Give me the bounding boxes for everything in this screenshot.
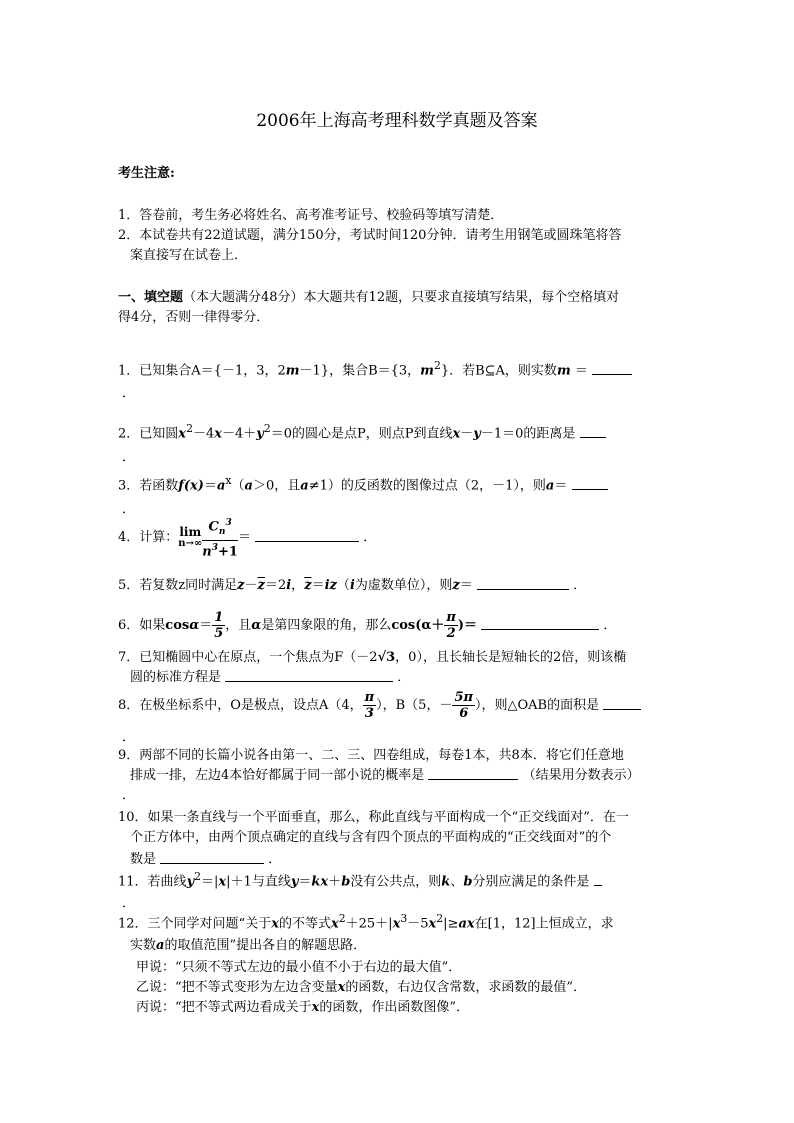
q6-text-5: )＝ [457, 618, 478, 633]
q9-text-3: （结果用分数表示） [522, 768, 640, 783]
q8-fraction-1: $\frac{\pi}{3}$ [364, 690, 375, 721]
q7-answer-blank[interactable] [225, 669, 393, 682]
q3-text-4: ＞0，且 [252, 478, 301, 494]
q11-answer-blank[interactable] [594, 873, 602, 886]
q12-text-1: 三个同学对问题“关于 [147, 916, 272, 932]
q12-bing-1: 丙说：“把不等式两边看成关于 [136, 1000, 312, 1015]
q11-text-7: 、 [450, 874, 464, 890]
q2-period: ． [122, 450, 136, 465]
q5-text-7: 为虚数单位），则 [354, 578, 453, 593]
q12-text-2: 的不等式 [278, 916, 331, 932]
question-10-line-1 [118, 806, 629, 825]
q12-text-4: －5 [407, 916, 429, 932]
notice-line-2: 2．本试卷共有22道试题，满分150分，考试时间120分钟．请考生用钢笔或圆珠笔将答 [118, 228, 622, 243]
q2-text-2: －4 [192, 426, 215, 442]
page-title: 2006年上海高考理科数学真题及答案 [256, 111, 538, 131]
q11-var-y2: y [290, 874, 299, 890]
q5-number: 5． [118, 578, 140, 593]
q3-text-2: ＝ [203, 478, 217, 494]
q6-number: 6． [118, 618, 140, 633]
q5-text-3: ＝2 [264, 578, 287, 593]
q11-sup: 2 [194, 870, 202, 883]
q11-var-kx: kx [311, 874, 329, 890]
q8-fraction-2: $\frac{5\pi}{6}$ [454, 690, 474, 721]
q9-number: 9． [118, 748, 140, 763]
question-2: 2．已知圆$x^2-4x-4+y^2=0$的圆心是点P，则点P到直线x－y－1＝0的距离是 [118, 422, 606, 441]
q4-text-1: 计算： [139, 530, 179, 546]
q3-sup-x: x [225, 474, 232, 487]
question-1 [118, 359, 632, 378]
q4-answer-blank[interactable] [255, 529, 359, 542]
q6-text-3: ，且 [225, 618, 252, 633]
q10-period: ． [268, 852, 282, 867]
q6-cos2: cos(α＋ [391, 618, 445, 633]
question-12-line-1: 12．三个同学对问题“关于x的不等式$x^2+25+|x^3-5x^2|\ge ax$在[1，12]上恒成立，求 [118, 912, 614, 932]
q12-var-a: a [156, 938, 165, 953]
notice-line-3: 案直接写在试卷上． [130, 248, 248, 263]
q9-answer-blank[interactable] [428, 767, 518, 780]
q5-var-iz: iz [324, 578, 337, 593]
q8-text-1: 在极坐标系中，O是极点，设点A（4， [139, 698, 363, 713]
q2-text-1: 已知圆 [139, 426, 179, 442]
q2-number: 2． [118, 426, 140, 442]
question-12-line-2 [130, 934, 366, 953]
q5-var-i: i [286, 578, 292, 593]
q5-text-6: （ [336, 578, 350, 593]
q12-text-5: |≥ [443, 916, 459, 932]
q4-period: ． [363, 530, 377, 546]
q1-text-1: 已知集合A＝{－1，3，2 [139, 363, 286, 379]
q6-alpha: α [189, 618, 200, 633]
q6-period: ． [603, 618, 617, 633]
q8-period: ． [122, 730, 136, 745]
q11-period: ． [122, 896, 136, 911]
q8-answer-blank[interactable] [603, 697, 641, 710]
q10-text-3: 数是 [130, 852, 157, 867]
q3-var-a3: a [300, 478, 309, 494]
q10-text-1: 如果一条直线与一个平面垂直，那么，称此直线与平面构成一个“正交线面对”．在一 [147, 810, 629, 825]
q12-var-x3: x [392, 916, 401, 932]
q2-answer-blank[interactable] [580, 425, 606, 438]
q5-var-zbar2: $\overline{z}$ [304, 578, 312, 593]
q2-var-x2: x [214, 426, 222, 442]
q2-var-x3: x [452, 426, 461, 442]
q5-text-8: ＝ [459, 578, 473, 593]
q5-answer-blank[interactable] [477, 577, 569, 590]
q3-period: ． [122, 502, 136, 517]
q11-text-6: 没有公共点，则 [350, 874, 442, 890]
q6-text-4: 是第四象限的角，那么 [261, 618, 392, 633]
question-4 [118, 516, 376, 559]
q6-text-1: 如果 [139, 618, 166, 633]
q3-text-1: 若函数 [139, 478, 179, 494]
section-line-2: 得4分，否则一律得零分． [118, 310, 270, 325]
q7-period: ． [397, 670, 411, 685]
question-10-line-3 [130, 848, 281, 867]
q11-var-b2: b [463, 874, 473, 890]
q12-bing-2: 的函数，作出函数图像”． [319, 1000, 470, 1015]
q5-text-1: 若复数z同时满足 [139, 578, 238, 593]
q1-answer-blank[interactable] [592, 362, 632, 375]
q5-var-i2: i [349, 578, 355, 593]
q12-text-7: 实数 [130, 938, 157, 953]
q12-var-ax: ax [458, 916, 475, 932]
q12-yi-var-x: x [337, 980, 346, 995]
q12-var-x4: x [428, 916, 437, 932]
question-6 [118, 610, 616, 641]
q5-text-2: － [244, 578, 258, 593]
q6-answer-blank[interactable] [481, 617, 599, 630]
q11-text-5: ＋ [328, 874, 342, 890]
question-7-line-2 [130, 666, 410, 685]
q7-text-1: 已知椭圆中心在原点，一个焦点为F（－2 [139, 650, 378, 665]
question-9-line-2 [130, 764, 640, 783]
q9-period: ． [122, 788, 136, 803]
section-line-1 [118, 286, 619, 305]
question-12-yi [136, 976, 586, 995]
question-11 [118, 870, 602, 889]
q3-text-6: ＝ [554, 478, 568, 494]
q12-text-8: 的取值范围”提出各自的解题思路． [164, 938, 367, 953]
q1-number: 1． [118, 363, 140, 379]
q11-var-x: x [218, 874, 227, 890]
q4-number: 4． [118, 530, 140, 546]
q2-var-x: x [178, 426, 187, 442]
q2-text-3: －4＋ [222, 426, 257, 442]
q1-text-4: ＝ [570, 363, 592, 379]
q3-text-5: ≠1）的反函数的图像过点（2，－1），则 [308, 478, 546, 494]
q10-number: 10． [118, 810, 148, 825]
q8-number: 8． [118, 698, 140, 713]
q2-text-6: －1＝0的距离是 [480, 426, 576, 442]
section-text-1: （本大题满分48分）本大题共有12题，只要求直接填写结果，每个空格填对 [183, 290, 620, 305]
q3-number: 3． [118, 478, 140, 494]
q12-bing-var-x: x [311, 1000, 320, 1015]
q1-text-3: }．若B⊆A，则实数 [440, 363, 557, 379]
q3-text-3: （ [231, 478, 245, 494]
q12-text-3: ＋25＋| [345, 916, 393, 932]
q6-fraction: $\frac{1}{5}$ [214, 610, 224, 641]
q1-var-m3: m [556, 363, 571, 379]
q1-period: ． [122, 386, 136, 401]
section-heading: 一、填空题 [118, 290, 184, 305]
q12-number: 12． [118, 916, 148, 932]
q4-limit: lim n→∞ [178, 524, 203, 549]
q2-var-y2: y [473, 426, 481, 442]
q1-text-2: －1}，集合B＝{3， [299, 363, 421, 379]
q9-text-2: 排成一排，左边4本恰好都属于同一部小说的概率是 [130, 768, 425, 783]
q5-var-zbar: $\overline{z}$ [257, 578, 265, 593]
q8-text-2: ），B（5，－ [376, 698, 453, 713]
question-7-line-1 [118, 646, 626, 665]
q1-var-m: m [285, 363, 300, 379]
q5-period: ． [573, 578, 587, 593]
q6-cos: cos [165, 618, 190, 633]
question-9-line-1 [118, 744, 624, 763]
q11-var-y: y [186, 874, 195, 890]
q11-number: 11． [118, 874, 148, 890]
q4-fraction: $\frac{C_n^3}{n^3+1}$ [202, 518, 238, 560]
question-8 [118, 690, 641, 721]
q11-var-b: b [341, 874, 351, 890]
question-10-line-2: 个正方体中，由两个顶点确定的直线与含有四个顶点的平面构成的“正交线面对”的个 [130, 830, 612, 845]
q3-answer-blank[interactable] [572, 477, 608, 490]
question-3 [118, 474, 608, 493]
q9-text-1: 两部不同的长篇小说各由第一、二、三、四卷组成，每卷1本，共8本．将它们任意地 [139, 748, 624, 763]
q12-yi-2: 的函数，右边仅含常数，求函数的最值”． [345, 980, 587, 995]
question-5 [118, 574, 586, 593]
q7-text-3: 圆的标准方程是 [130, 670, 222, 685]
q8-text-3: ），则△OAB的面积是 [475, 698, 600, 713]
q12-var-x2: x [330, 916, 339, 932]
q7-sqrt: √3 [377, 650, 396, 665]
q7-text-2: ，0），且长轴长是短轴长的2倍，则该椭 [395, 650, 627, 665]
q10-answer-blank[interactable] [160, 851, 264, 864]
q11-text-1: 若曲线 [147, 874, 187, 890]
notice-heading: 考生注意: [118, 166, 175, 181]
q12-text-6: 在[1，12]上恒成立，求 [474, 916, 614, 932]
q5-text-4: ， [291, 578, 305, 593]
q5-text-5: ＝ [311, 578, 325, 593]
q12-yi-1: 乙说：“把不等式变形为左边含变量 [136, 980, 338, 995]
q12-var-x: x [271, 916, 279, 932]
q11-text-2: ＝| [201, 874, 219, 890]
q3-var-a2: a [244, 478, 253, 494]
q11-text-8: 分别应满足的条件是 [472, 874, 590, 890]
q4-equals: ＝ [237, 530, 251, 546]
q6-alpha2: α [251, 618, 262, 633]
q6-pi-fraction: $\frac{\pi}{2}$ [446, 610, 456, 641]
q3-var-a: a [216, 478, 226, 494]
notice-line-1: 1．答卷前，考生务必将姓名、高考准考证号、校验码等填写清楚． [118, 208, 504, 223]
q7-number: 7． [118, 650, 140, 665]
question-12-jia: 甲说：“只须不等式左边的最小值不小于右边的最大值”． [136, 960, 462, 975]
q2-text-5: － [460, 426, 474, 442]
q1-var-m2: m [420, 363, 434, 379]
q6-text-2: ＝ [199, 618, 213, 633]
q11-text-4: ＝ [298, 874, 312, 890]
q3-fx: f(x) [178, 478, 204, 494]
q1-sup: 2 [433, 359, 441, 372]
q2-var-y: y [256, 426, 264, 442]
q2-text-4: ＝0的圆心是点P，则点P到直线 [270, 426, 453, 442]
q5-var-z: z [237, 578, 245, 593]
q5-var-z3: z [452, 578, 460, 593]
question-12-bing [136, 996, 469, 1015]
q11-text-3: |＋1与直线 [226, 874, 291, 890]
q3-var-a4: a [545, 478, 555, 494]
q11-var-k: k [441, 874, 451, 890]
